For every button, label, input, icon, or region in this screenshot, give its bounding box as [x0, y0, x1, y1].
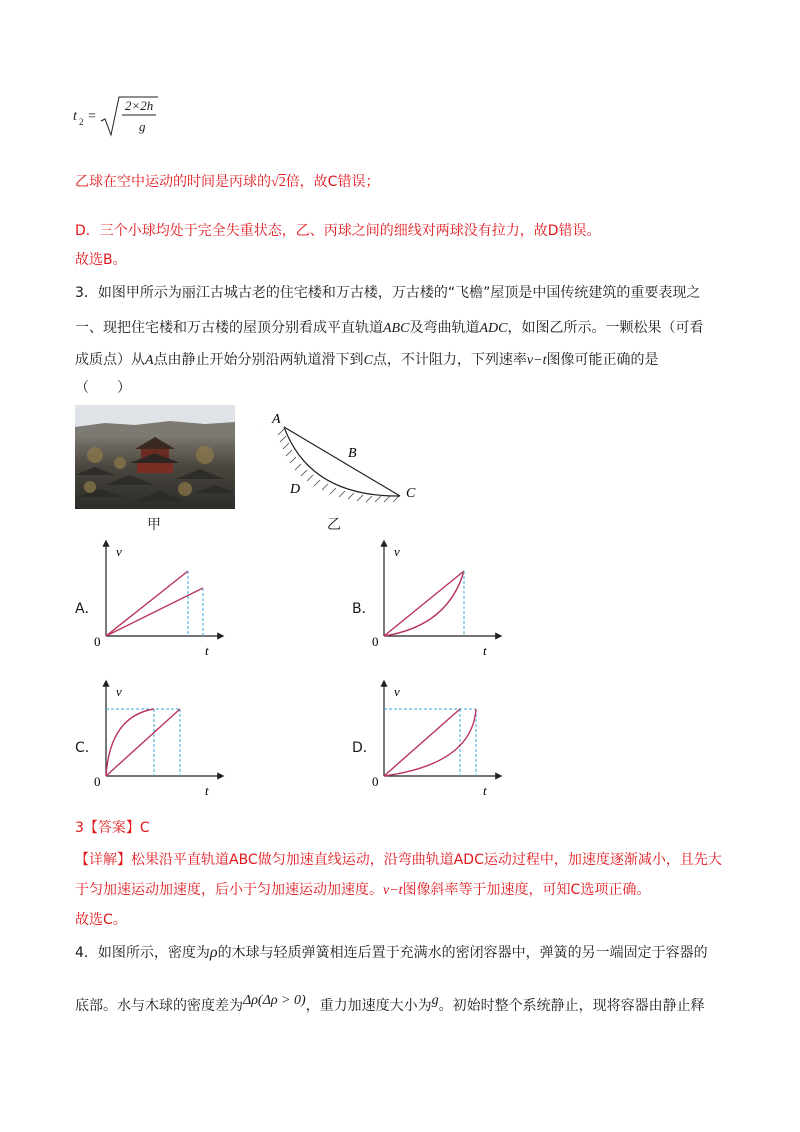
- explanation-b1: [75, 172, 730, 193]
- axis-v-label: v: [116, 544, 122, 559]
- track-adc: ADC: [479, 321, 508, 336]
- label-c: C: [406, 486, 416, 501]
- q4-l1b: 的木球与轻质弹簧相连后置于充满水的密闭容器中，弹簧的另一端固定于容器的: [217, 945, 708, 961]
- formula-lhs: t: [73, 109, 77, 124]
- rho-symbol: ρ: [209, 944, 218, 961]
- q3-l3c: 点，不计阻力，下列速率: [372, 352, 527, 368]
- formula-num: 2×2h: [125, 98, 154, 113]
- detail-l2a: 于匀加速运动加速度，后小于匀加速运动加速度。: [75, 882, 383, 898]
- track-diagram: [262, 405, 422, 510]
- label-b: B: [348, 446, 357, 461]
- origin-label: 0: [372, 774, 379, 789]
- axis-v-label: v: [394, 684, 400, 699]
- explanation-b1-post: 倍，故C错误；: [285, 174, 380, 190]
- axis-t-label: t: [483, 643, 487, 658]
- graph-c[interactable]: [90, 678, 230, 798]
- g-symbol: g: [431, 993, 439, 1008]
- label-a: A: [272, 412, 281, 427]
- origin-label: 0: [94, 634, 101, 649]
- q3-l2c: ，如图乙所示。一颗松果（可看: [507, 320, 704, 336]
- graph-d[interactable]: [368, 678, 508, 798]
- origin-label: 0: [372, 634, 379, 649]
- q3-l3d: 图像可能正确的是: [546, 352, 659, 368]
- q3-line-2: [75, 318, 730, 339]
- option-b-label[interactable]: B．: [352, 601, 376, 617]
- q3-blank: （ ）: [75, 380, 131, 396]
- option-c-label[interactable]: C．: [75, 740, 99, 756]
- sqrt-2: √2: [271, 175, 286, 190]
- explanation-d: D．三个小球均处于完全失重状态，乙、丙球之间的细线对两球没有拉力，故D错误。: [75, 223, 601, 239]
- line-abc: [106, 709, 180, 776]
- q3-l2a: 一、现把住宅楼和万古楼的屋顶分别看成平直轨道: [75, 320, 383, 336]
- answer-tag: 【答案】: [83, 820, 140, 836]
- axis-t-label: t: [205, 643, 209, 658]
- q3-l3b: 点由静止开始分别沿两轨道滑下到: [153, 352, 364, 368]
- caption-jia: 甲: [147, 517, 161, 533]
- curve-adc: [106, 709, 154, 776]
- formula-t2: t 2 = 2×2h g: [73, 95, 173, 145]
- old-town-photo: [75, 405, 235, 509]
- conclusion-1: 故选B。: [75, 252, 127, 268]
- detail-l2b: 图像斜率等于加速度，可知C选项正确。: [402, 882, 651, 898]
- detail-line-1: 【详解】松果沿平直轨道ABC做匀加速直线运动，沿弯曲轨道ADC运动过程中，加速度逐渐减小，且先大: [75, 852, 722, 868]
- density-difference: Δρ(Δρ > 0): [243, 993, 306, 1008]
- q3-l2b: 及弯曲轨道: [409, 320, 480, 336]
- old-town-photo-art: [75, 405, 235, 509]
- q4-l2b: ，重力加速度大小为: [305, 998, 432, 1014]
- line-abc: [384, 709, 460, 776]
- q4-l2c: 。初始时整个系统静止，现将容器由静止释: [438, 998, 705, 1014]
- formula-sub: 2: [79, 117, 84, 127]
- vt-symbol: v−t: [526, 353, 547, 368]
- answer-number: 3: [75, 820, 84, 836]
- axis-t-label: t: [205, 783, 209, 798]
- detail-line-2: [75, 880, 730, 901]
- option-a-label[interactable]: A．: [75, 601, 99, 617]
- q4-line-2: [75, 993, 730, 1017]
- answer-value: C: [139, 820, 150, 836]
- q4-line-1: [75, 943, 730, 963]
- point-c-text: C: [363, 353, 373, 368]
- line-abc: [384, 571, 464, 636]
- track-abc: ABC: [383, 321, 410, 336]
- detail-vt-symbol: v−t: [383, 883, 403, 898]
- straight-track-abc: [284, 427, 400, 496]
- axis-v-label: v: [394, 544, 400, 559]
- q4-l1a: 4．如图所示，密度为: [75, 945, 210, 961]
- conclusion-2: 故选C。: [75, 912, 127, 928]
- q3-line-1: 3．如图甲所示为丽江古城古老的住宅楼和万古楼，万古楼的“飞檐”屋顶是中国传统建筑的重要表现之: [75, 285, 701, 301]
- q4-l2a: 底部。水与木球的密度差为: [75, 998, 243, 1014]
- graph-b[interactable]: [368, 538, 508, 658]
- answer-line: [75, 818, 730, 838]
- graph-a[interactable]: [90, 538, 230, 658]
- sqrt-2-radicand: 2: [278, 175, 286, 190]
- explanation-b1-pre: 乙球在空中运动的时间是丙球的: [75, 174, 271, 190]
- curve-adc: [384, 709, 476, 776]
- q3-line-3: [75, 350, 730, 371]
- point-a-text: A: [145, 353, 154, 368]
- axis-t-label: t: [483, 783, 487, 798]
- caption-yi: 乙: [327, 517, 341, 533]
- line-abc: [106, 571, 188, 636]
- q3-l3a: 成质点）从: [75, 352, 145, 368]
- option-d-label[interactable]: D．: [352, 740, 377, 756]
- axis-v-label: v: [116, 684, 122, 699]
- formula-den: g: [139, 119, 146, 134]
- label-d: D: [290, 482, 301, 497]
- origin-label: 0: [94, 774, 101, 789]
